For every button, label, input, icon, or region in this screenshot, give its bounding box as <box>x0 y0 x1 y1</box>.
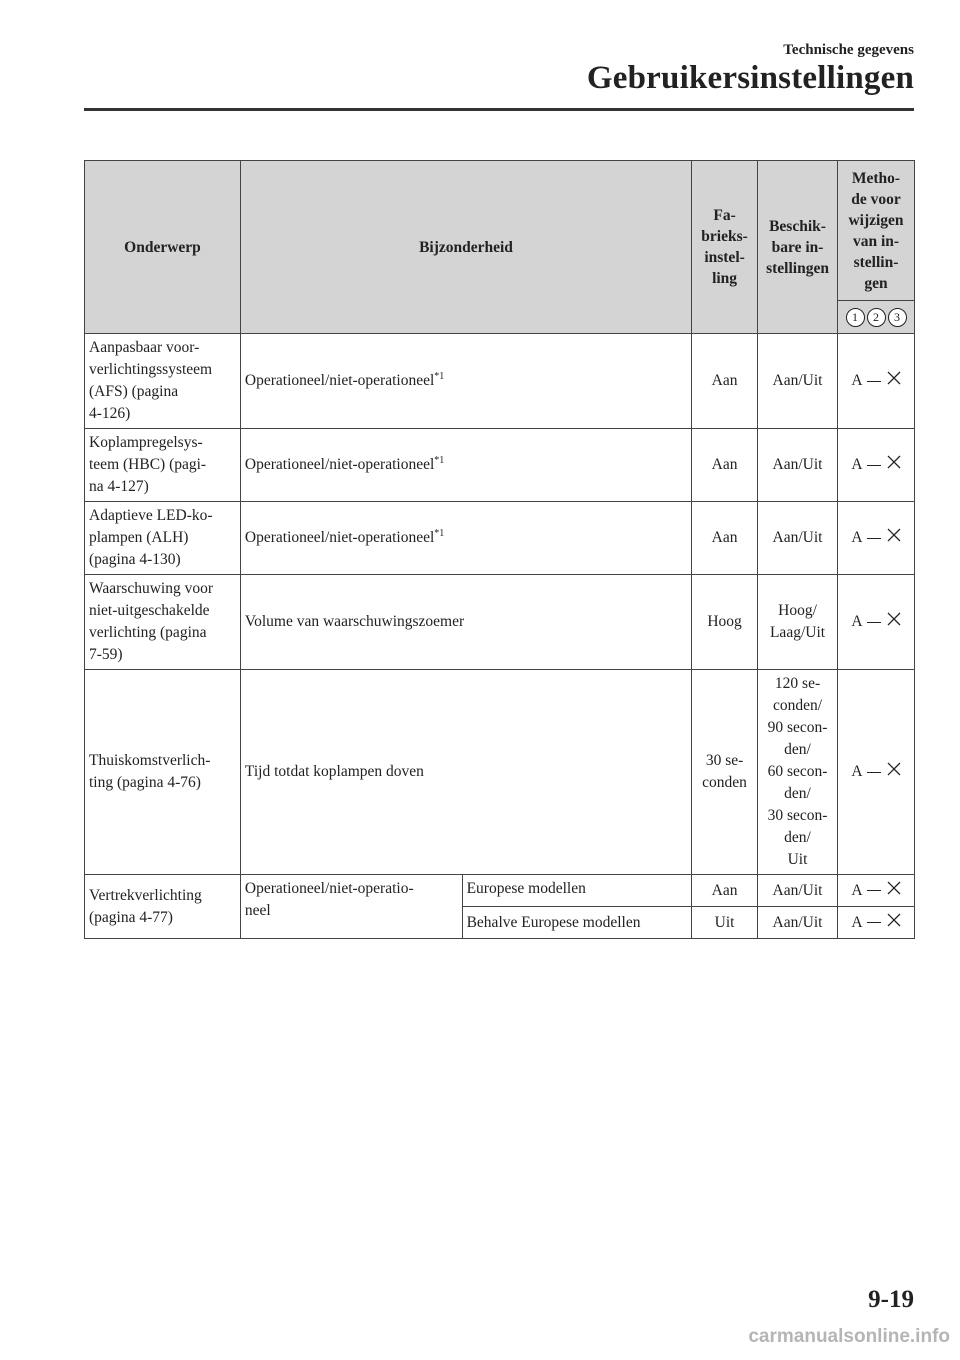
method-a-label: A <box>851 372 863 390</box>
row-available-settings: Aan/Uit <box>758 907 838 939</box>
method-dash-icon <box>867 538 881 539</box>
row-available-settings: Aan/Uit <box>758 334 838 429</box>
table-row <box>85 429 915 502</box>
method-a-label: A <box>851 913 863 931</box>
row-available-settings: Hoog/ Laag/Uit <box>758 575 838 670</box>
row-subject: Adaptieve LED-ko- plampen (ALH) (pagina 4-130) <box>85 502 241 575</box>
row-subject: Thuiskomstverlich- ting (pagina 4-76) <box>85 670 241 875</box>
settings-table <box>84 160 915 939</box>
method-1-icon: 1 <box>846 308 865 327</box>
row-subject: Vertrekverlichting (pagina 4-77) <box>85 875 241 939</box>
table-header-row <box>85 161 915 301</box>
method-a-label: A <box>851 456 863 474</box>
table-row <box>85 502 915 575</box>
footnote-marker: *1 <box>434 527 445 539</box>
method-dash-icon <box>867 465 881 466</box>
page-title: Gebruikersinstellingen <box>586 60 914 96</box>
method-cross-icon <box>887 913 901 927</box>
header-method-icons <box>838 301 915 334</box>
row-detail: Operationeel/niet-operatio- neel <box>240 875 462 939</box>
table-row <box>85 334 915 429</box>
header-detail: Bijzonderheid <box>240 161 691 334</box>
footnote-marker: *1 <box>434 370 445 382</box>
row-factory-setting: Aan <box>692 334 758 429</box>
page-number: 9-19 <box>868 1286 914 1313</box>
row-change-method <box>838 575 915 670</box>
row-subject: Waarschuwing voor niet-uitgeschakelde verlichting (pagina 7-59) <box>85 575 241 670</box>
method-a-label: A <box>851 763 863 781</box>
footnote-marker: *1 <box>434 454 445 466</box>
row-detail: Tijd totdat koplampen doven <box>240 670 691 875</box>
method-a-label: A <box>851 881 863 899</box>
row-factory-setting: Aan <box>692 502 758 575</box>
header-available-settings: Beschik- bare in- stellingen <box>758 161 838 334</box>
row-change-method <box>838 334 915 429</box>
row-factory-setting: Uit <box>692 907 758 939</box>
method-3-icon: 3 <box>888 308 907 327</box>
method-dash-icon <box>867 772 881 773</box>
row-factory-setting: Aan <box>692 429 758 502</box>
row-subject: Aanpasbaar voor- verlichtingssysteem (AFS) (pagina 4-126) <box>85 334 241 429</box>
method-dash-icon <box>867 890 881 891</box>
row-available-settings: Aan/Uit <box>758 875 838 907</box>
table-row <box>85 575 915 670</box>
row-detail: Operationeel/niet-operationeel$^{*1}$ <box>240 502 691 575</box>
method-cross-icon <box>887 612 901 626</box>
row-change-method <box>838 907 915 939</box>
method-cross-icon <box>887 371 901 385</box>
method-2-icon: 2 <box>867 308 886 327</box>
header-change-method: Metho- de voor wijzigen van in- stellin- gen <box>838 161 915 301</box>
row-detail: Operationeel/niet-operationeel$^{*1}$ <box>240 429 691 502</box>
row-available-settings: 120 se- conden/ 90 secon- den/ 60 secon- den/ 30 secon- den/ Uit <box>758 670 838 875</box>
method-cross-icon <box>887 762 901 776</box>
row-factory-setting: Aan <box>692 875 758 907</box>
header-subject: Onderwerp <box>85 161 241 334</box>
header-factory-setting: Fa- brieks- instel- ling <box>692 161 758 334</box>
row-change-method <box>838 502 915 575</box>
row-factory-setting: Hoog <box>692 575 758 670</box>
method-a-label: A <box>851 529 863 547</box>
method-cross-icon <box>887 455 901 469</box>
section-label: Technische gegevens <box>783 42 914 58</box>
method-dash-icon <box>867 622 881 623</box>
row-detail: Operationeel/niet-operationeel$^{*1}$ <box>240 334 691 429</box>
header-rule <box>84 108 914 111</box>
row-factory-setting: 30 se- conden <box>692 670 758 875</box>
method-dash-icon <box>867 381 881 382</box>
watermark: carmanualsonline.info <box>748 1326 950 1347</box>
method-a-label: A <box>851 613 863 631</box>
row-model: Behalve Europese modellen <box>462 907 691 939</box>
row-detail: Volume van waarschuwingszoemer <box>240 575 691 670</box>
row-available-settings: Aan/Uit <box>758 502 838 575</box>
table-row <box>85 875 915 907</box>
row-subject: Koplampregelsys- teem (HBC) (pagi- na 4-127) <box>85 429 241 502</box>
row-model: Europese modellen <box>462 875 691 907</box>
row-change-method <box>838 429 915 502</box>
method-cross-icon <box>887 528 901 542</box>
method-cross-icon <box>887 881 901 895</box>
table-row <box>85 670 915 875</box>
row-change-method <box>838 875 915 907</box>
method-dash-icon <box>867 922 881 923</box>
row-change-method <box>838 670 915 875</box>
row-available-settings: Aan/Uit <box>758 429 838 502</box>
